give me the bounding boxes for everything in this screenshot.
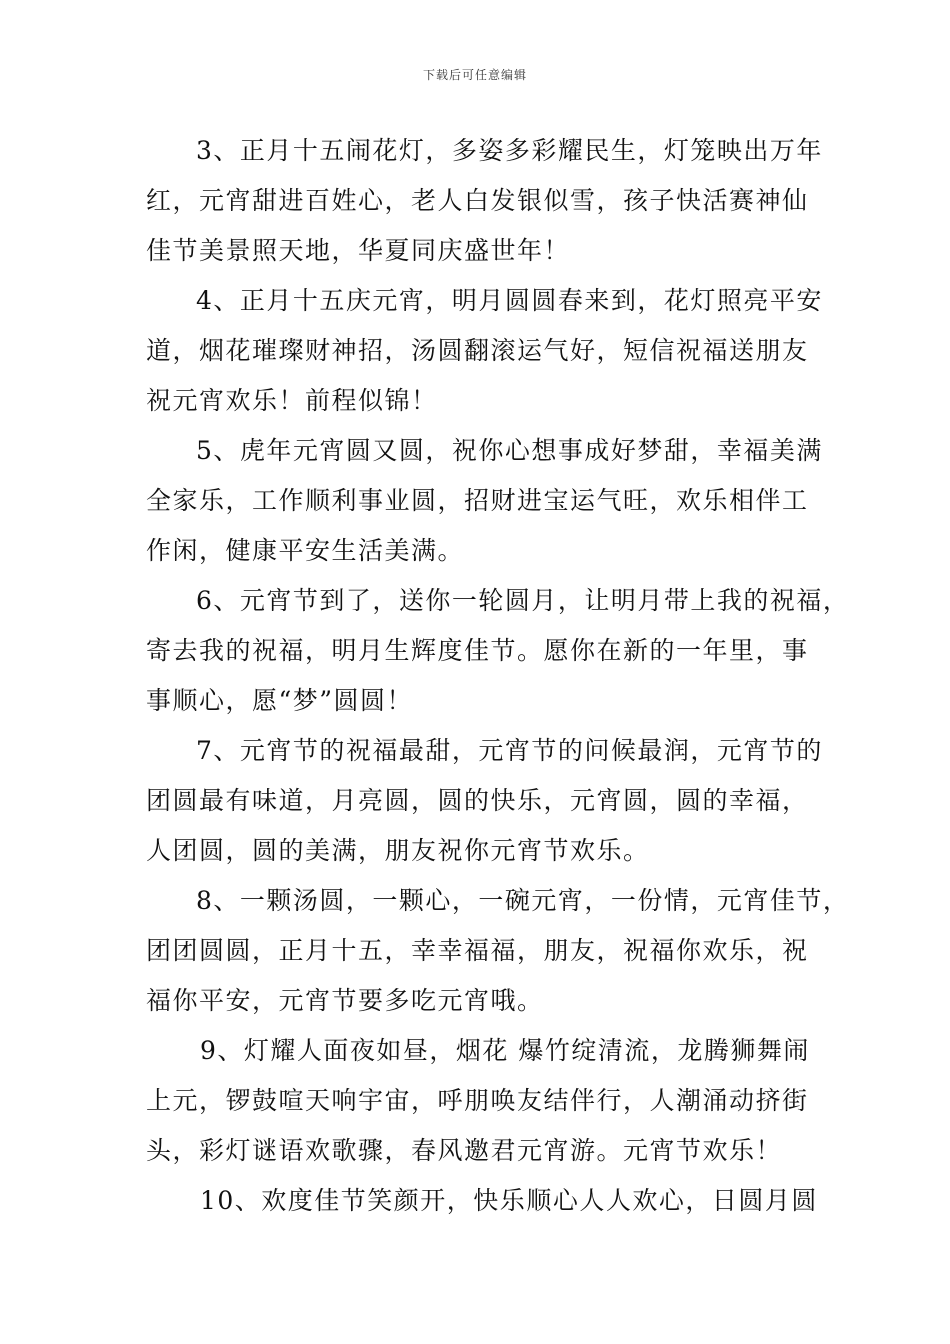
paragraph-line: 5、虎年元宵圆又圆，祝你心想事成好梦甜，幸福美满 — [196, 436, 823, 465]
paragraph-line: 道，烟花璀璨财神招，汤圆翻滚运气好，短信祝福送朋友 — [146, 336, 809, 365]
paragraph-5 — [146, 426, 823, 576]
paragraph-line: 3、正月十五闹花灯，多姿多彩耀民生，灯笼映出万年 — [196, 136, 823, 165]
paragraph-9 — [146, 1026, 812, 1176]
paragraph-6 — [146, 576, 850, 726]
paragraph-line: 9、灯耀人面夜如昼，烟花 爆竹绽清流，龙腾狮舞闹 — [200, 1036, 810, 1065]
paragraph-line: 全家乐，工作顺利事业圆，招财进宝运气旺，欢乐相伴工 — [146, 486, 809, 515]
paragraph-line: 作闲，健康平安生活美满。 — [146, 536, 465, 565]
paragraph-4 — [146, 276, 823, 426]
paragraph-line: 寄去我的祝福，明月生辉度佳节。愿你在新的一年里，事 — [146, 636, 809, 665]
paragraph-line: 8、一颗汤圆，一颗心，一碗元宵，一份情，元宵佳节， — [196, 886, 850, 915]
paragraph-line: 头，彩灯谜语欢歌骤，春风邀君元宵游。元宵节欢乐！ — [146, 1136, 783, 1165]
paragraph-3 — [146, 126, 823, 276]
paragraph-line: 红，元宵甜进百姓心，老人白发银似雪，孩子快活赛神仙 — [146, 186, 809, 215]
document-body — [146, 126, 850, 1226]
paragraph-line: 事顺心，愿“梦”圆圆！ — [146, 686, 414, 715]
page-header: 下载后可任意编辑 — [422, 68, 527, 82]
paragraph-line: 6、元宵节到了，送你一轮圆月，让明月带上我的祝福， — [196, 586, 850, 615]
paragraph-7 — [146, 726, 823, 876]
paragraph-line: 团圆最有味道，月亮圆，圆的快乐，元宵圆，圆的幸福， — [146, 786, 809, 815]
paragraph-line: 团团圆圆，正月十五，幸幸福福，朋友，祝福你欢乐，祝 — [146, 936, 809, 965]
paragraph-line: 佳节美景照天地，华夏同庆盛世年！ — [146, 236, 571, 265]
paragraph-line: 祝元宵欢乐！前程似锦！ — [146, 386, 438, 415]
paragraph-8 — [146, 876, 850, 1026]
paragraph-line: 4、正月十五庆元宵，明月圆圆春来到，花灯照亮平安 — [196, 286, 823, 315]
paragraph-line: 人团圆，圆的美满，朋友祝你元宵节欢乐。 — [146, 836, 650, 865]
paragraph-line: 10、欢度佳节笑颜开，快乐顺心人人欢心，日圆月圆 — [200, 1186, 818, 1215]
paragraph-line: 福你平安，元宵节要多吃元宵哦。 — [146, 986, 544, 1015]
paragraph-line: 7、元宵节的祝福最甜，元宵节的问候最润，元宵节的 — [196, 736, 823, 765]
paragraph-10 — [146, 1176, 818, 1226]
paragraph-line: 上元，锣鼓喧天响宇宙，呼朋唤友结伴行，人潮涌动挤街 — [146, 1086, 809, 1115]
